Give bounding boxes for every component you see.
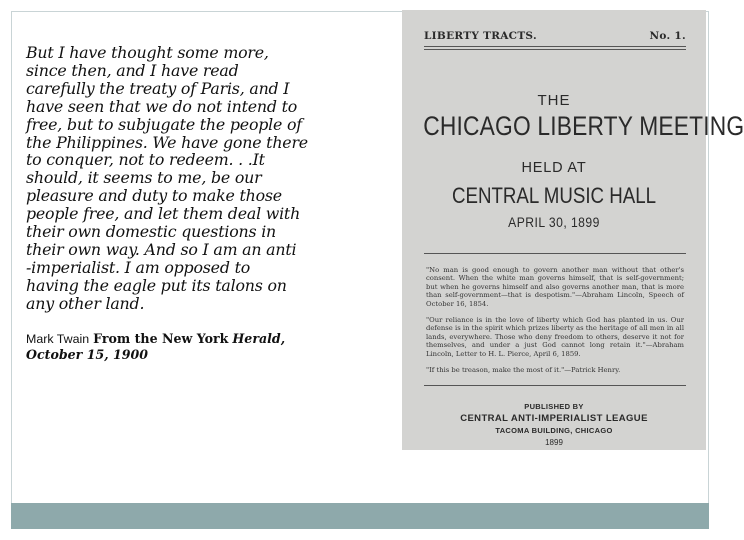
tract-rule <box>424 385 686 386</box>
tract-rule <box>424 253 686 254</box>
tract-rule <box>424 49 686 50</box>
attribution <box>26 331 344 363</box>
attribution-source: From the New York <box>93 330 229 346</box>
tract-rule <box>424 46 686 47</box>
quote-line: free, but to subjugate the people of <box>26 114 302 134</box>
quote-line: should, it seems to me, be our <box>26 168 262 188</box>
tract-building: TACOMA BUILDING, CHICAGO <box>495 426 613 435</box>
quote-line: the Philippines. We have gone there <box>26 132 308 152</box>
tract-title: CHICAGO LIBERTY MEETING <box>423 111 744 141</box>
attribution-date: October 15, 1900 <box>26 346 149 362</box>
quote-line: -imperialist. I am opposed to <box>26 257 251 277</box>
tract-epigraph-lincoln-1854: "No man is good enough to govern another man without that other's consent. When the white man governs himself, that is self-government; but when he governs himself and also governs another man, that is more than self-government—that is despotism."—Abraham Lincoln, Speech of October 16, 1854. <box>426 266 684 308</box>
attribution-author: Mark Twain <box>26 331 90 346</box>
tract-header <box>424 30 686 42</box>
footer-bar <box>11 503 709 529</box>
tract-series: LIBERTY TRACTS. <box>424 30 537 42</box>
quote-block <box>26 44 344 363</box>
quote-line: their own domestic questions in <box>26 222 277 242</box>
quote-line: their own way. And so I am an anti <box>26 239 297 259</box>
quote-line: people free, and let them deal with <box>26 204 301 224</box>
quote-line: having the eagle put its talons on <box>26 275 287 295</box>
tract-the: THE <box>537 92 571 109</box>
twain-quote <box>26 44 344 313</box>
quote-line: pleasure and duty to make those <box>26 186 282 206</box>
tract-year: 1899 <box>545 438 563 447</box>
tract-epigraph-henry: "If this be treason, make the most of it."—Patrick Henry. <box>426 366 621 374</box>
quote-line: have seen that we do not intend to <box>26 96 298 116</box>
attribution-paper: Herald, <box>232 330 286 346</box>
liberty-tract-image <box>402 10 744 450</box>
tract-publisher: CENTRAL ANTI-IMPERIALIST LEAGUE <box>460 413 648 424</box>
tract-venue: CENTRAL MUSIC HALL <box>451 183 656 208</box>
tract-number: No. 1. <box>649 30 686 42</box>
tract-published-by: PUBLISHED BY <box>524 402 584 411</box>
tract-epigraph-lincoln-1859: "Our reliance is in the love of liberty which God has planted in us. Our defense is in the spirit which prizes liberty as the heritage of all men in all lands, everywhere. Those who deny freedom to others, deserve it not for themselves, and under a just God cannot long retain it."—Abraham Lincoln, Letter to H. L. Pierce, April 6, 1859. <box>426 316 684 358</box>
quote-line: any other land. <box>26 293 145 313</box>
quote-line: since then, and I have read <box>26 60 239 80</box>
quote-line: carefully the treaty of Paris, and I <box>26 78 290 98</box>
quote-line: But I have thought some more, <box>26 43 269 62</box>
tract-date: APRIL 30, 1899 <box>508 215 600 230</box>
quote-line: to conquer, not to redeem. . .It <box>26 150 265 170</box>
tract-held-at: HELD AT <box>521 160 587 176</box>
